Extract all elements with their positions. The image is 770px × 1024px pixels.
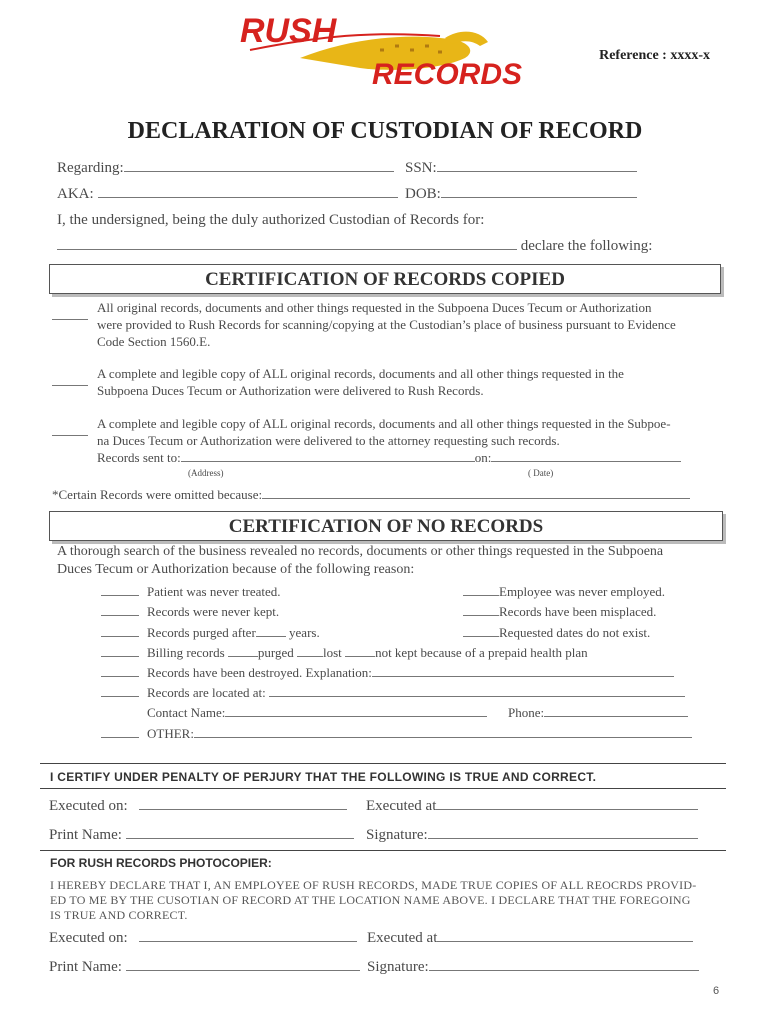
copied-item2 bbox=[52, 366, 88, 386]
aka-field[interactable] bbox=[57, 186, 398, 203]
no-records-header-box bbox=[49, 511, 723, 541]
print-name-field[interactable]: Print Name: bbox=[49, 827, 354, 844]
reason-located[interactable]: Records are located at: bbox=[101, 685, 685, 701]
executed-on-field[interactable]: Executed on: bbox=[49, 798, 347, 815]
reason-never-kept[interactable]: Records were never kept. bbox=[101, 604, 279, 620]
reason-destroyed[interactable]: Records have been destroyed. Explanation: bbox=[101, 665, 674, 681]
declare-text: declare the following: bbox=[520, 238, 653, 254]
page-number: 6 bbox=[713, 985, 720, 997]
photocopier-executed-at-field[interactable]: Executed at bbox=[367, 930, 693, 947]
omitted-label: *Certain Records were omitted because: bbox=[52, 487, 263, 502]
reason-purged-after[interactable]: Records purged after years. bbox=[101, 625, 320, 641]
photocopier-executed-on-field[interactable]: Executed on: bbox=[49, 930, 357, 947]
date-hint: ( Date) bbox=[528, 468, 554, 478]
custodian-name-field[interactable] bbox=[57, 238, 652, 255]
reason-billing[interactable]: Billing records purged lost not kept because of a prepaid health plan bbox=[101, 645, 588, 661]
copied-item3 bbox=[52, 416, 88, 436]
photocopier-signature-field[interactable]: Signature: bbox=[367, 959, 699, 976]
photocopier-statement: I HEREBY DECLARE THAT I, AN EMPLOYEE OF RUSH RECORDS, MADE TRUE COPIES OF ALL REOCRDS PROVID- ED TO ME BY THE CUSOTIAN OF RECORD AT THE LOCATION NAME ABOVE. I DECLARE THAT THE FOREGOING IS TRUE AND CORRECT. bbox=[50, 878, 697, 922]
photocopier-print-name-field[interactable]: Print Name: bbox=[49, 959, 360, 976]
reason-misplaced[interactable]: Records have been misplaced. bbox=[463, 604, 656, 620]
reason-patient[interactable]: Patient was never treated. bbox=[101, 584, 281, 600]
records-copied-title: CERTIFICATION OF RECORDS COPIED bbox=[205, 269, 565, 290]
photocopier-heading: FOR RUSH RECORDS PHOTOCOPIER: bbox=[50, 856, 272, 870]
address-hint: (Address) bbox=[188, 468, 224, 478]
no-records-intro: A thorough search of the business revealed no records, documents or other things requested in the Subpoena Duces Tecum or Authorization because of the following reason: bbox=[57, 544, 664, 577]
undersigned-text: I, the undersigned, being the duly authorized Custodian of Records for: bbox=[57, 212, 485, 228]
on-label: on: bbox=[474, 450, 492, 465]
page-title: DECLARATION OF CUSTODIAN OF RECORD bbox=[127, 118, 643, 144]
sent-to-label: Records sent to: bbox=[97, 450, 181, 465]
contact-name-field[interactable]: Contact Name: bbox=[147, 705, 487, 721]
signature-field[interactable]: Signature: bbox=[366, 827, 698, 844]
phone-field[interactable]: Phone: bbox=[508, 705, 688, 721]
copied-item1-text: All original records, documents and other things requested in the Subpoena Duces Tecum or Authorization were provided to Rush Records for scanning/copying at the Custodian’s place of business pursuant to Evidence Code Section 1560.E. bbox=[97, 300, 676, 349]
executed-at-field[interactable]: Executed at bbox=[366, 798, 698, 815]
certify-heading: I CERTIFY UNDER PENALTY OF PERJURY THAT THE FOLLOWING IS TRUE AND CORRECT. bbox=[50, 770, 597, 784]
copied-item2-text: A complete and legible copy of ALL original records, documents and all other things requested in the Subpoena Duces Tecum or Authorization were delivered to Rush Records. bbox=[97, 366, 624, 398]
omitted-field[interactable] bbox=[52, 487, 690, 503]
regarding-label: Regarding: bbox=[57, 160, 124, 176]
dob-field[interactable] bbox=[405, 186, 637, 203]
copied-item2-checkbox[interactable] bbox=[52, 373, 88, 386]
reason-other[interactable]: OTHER: bbox=[101, 726, 692, 742]
logo-text-top: RUSH bbox=[240, 12, 337, 50]
copied-item1-checkbox[interactable] bbox=[52, 307, 88, 320]
regarding-field[interactable] bbox=[57, 160, 394, 177]
records-copied-header-box bbox=[49, 264, 721, 294]
logo-text-bottom: RECORDS bbox=[372, 58, 523, 90]
copied-item3-checkbox[interactable] bbox=[52, 423, 88, 436]
no-records-title: CERTIFICATION OF NO RECORDS bbox=[228, 516, 544, 537]
dob-label: DOB: bbox=[405, 186, 441, 202]
certify-divider-bottom bbox=[40, 788, 726, 789]
rush-records-logo bbox=[240, 10, 530, 90]
certify-divider-top bbox=[40, 763, 726, 764]
records-sent-to-field[interactable] bbox=[97, 450, 681, 466]
aka-label: AKA: bbox=[57, 186, 94, 202]
reason-employee[interactable]: Employee was never employed. bbox=[463, 584, 665, 600]
copied-item1 bbox=[52, 300, 88, 320]
reference-number: Reference : xxxx-x bbox=[599, 48, 710, 63]
copied-item3-text: A complete and legible copy of ALL original records, documents and all other things requested in the Subpoe- na Duces Tecum or Authorization were delivered to the attorney requesting such records. bbox=[97, 416, 671, 448]
photocopier-divider bbox=[40, 850, 726, 851]
ssn-label: SSN: bbox=[405, 160, 437, 176]
ssn-field[interactable] bbox=[405, 160, 637, 177]
reason-dates-not-exist[interactable]: Requested dates do not exist. bbox=[463, 625, 650, 641]
